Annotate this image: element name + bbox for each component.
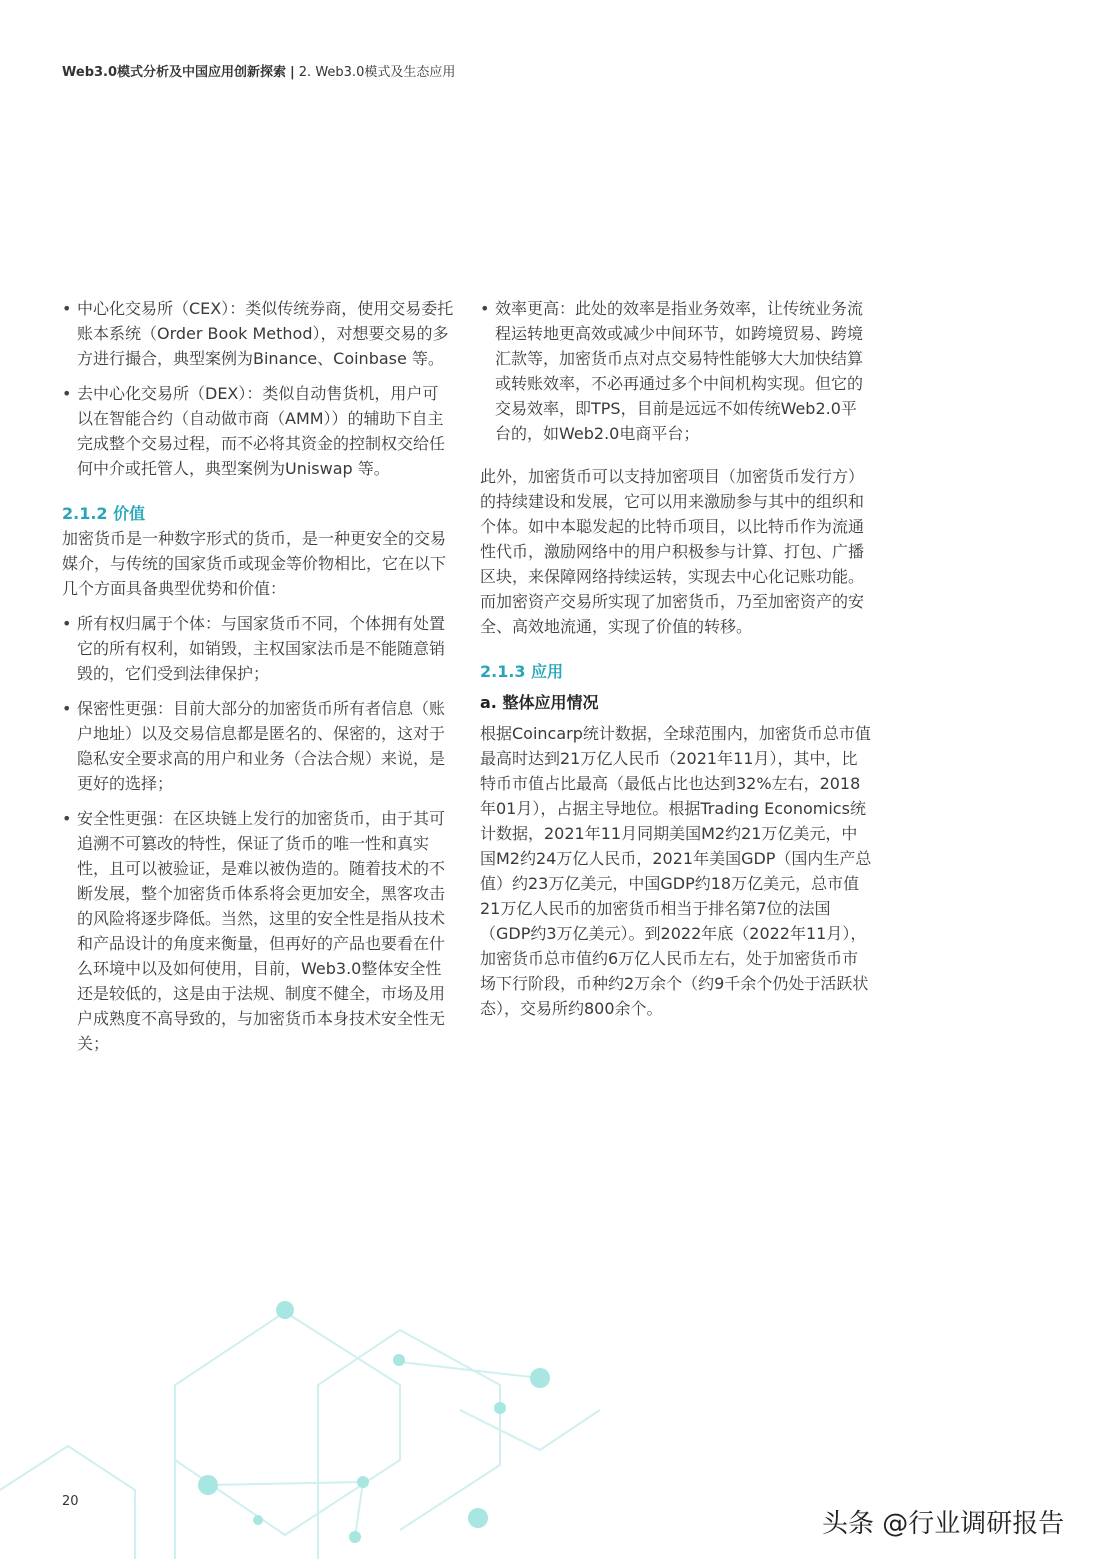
- para-market-data: 根据Coincarp统计数据，全球范围内，加密货币总市值最高时达到21万亿人民币（2021年11月），其中，比特币市值占比最高（最低占比也达到32%左右，2018年01月），占据主导地位。根据Trading Economics统计数据，2021年11月同期美国M2约21万亿美元，中国M2约24万亿人民币，2021年美国GDP（国内生产总值）约23万亿美元，中国GDP约18万亿美元，总市值21万亿人民币的加密货币相当于排名第7位的法国（GDP约3万亿美元）。到2022年底（2022年11月），加密货币总市值约6万亿人民币左右，处于加密货币市场下行阶段，币种约2万余个（约9千余个仍处于活跃状态），交易所约800余个。: [480, 724, 872, 1018]
- bullet-ownership: • 所有权归属于个体：与国家货币不同，个体拥有处置它的所有权利，如销毁，主权国家法币是不能随意销毁的，它们受到法律保护；: [62, 611, 454, 686]
- doc-title: Web3.0模式分析及中国应用创新探索: [62, 65, 287, 80]
- header-separator: |: [290, 65, 295, 80]
- section-title-application: 2.1.3 应用: [480, 662, 564, 681]
- bullet-cex: • 中心化交易所（CEX）：类似传统券商，使用交易委托账本系统（Order Book Method），对想要交易的多方进行撮合，典型案例为Binance、Coinbase 等。: [62, 296, 454, 371]
- bullet-security: • 安全性更强：在区块链上发行的加密货币，由于其可追溯不可篡改的特性，保证了货币的唯一性和真实性，且可以被验证，是难以被伪造的。随着技术的不断发展，整个加密货币体系将会更加安全，黑客攻击的风险将逐步降低。当然，这里的安全性是指从技术和产品设计的角度来衡量，但再好的产品也要看在什么环境中以及如何使用，目前，Web3.0整体安全性还是较低的，这是由于法规、制度不健全，市场及用户成熟度不高导致的，与加密货币本身技术安全性无关；: [62, 806, 454, 1056]
- page-number: 20: [62, 1494, 79, 1509]
- bullet-efficiency: • 效率更高：此处的效率是指业务效率，让传统业务流程运转地更高效或减少中间环节，如跨境贸易、跨境汇款等，加密货币点对点交易特性能够大大加快结算或转账效率，不必再通过多个中间机构实现。但它的交易效率，即TPS，目前是远远不如传统Web2.0平台的，如Web2.0电商平台；: [480, 296, 872, 446]
- section-title-value: 2.1.2 价值: [62, 504, 146, 523]
- para-support: 此外，加密货币可以支持加密项目（加密货币发行方）的持续建设和发展，它可以用来激励参与其中的组织和个体。如中本聪发起的比特币项目，以比特币作为流通性代币，激励网络中的用户积极参与计算、打包、广播区块，来保障网络持续运转，实现去中心化记账功能。而加密资产交易所实现了加密货币，乃至加密资产的安全、高效地流通，实现了价值的转移。: [480, 467, 865, 636]
- bullet-privacy: • 保密性更强：目前大部分的加密货币所有者信息（账户地址）以及交易信息都是匿名的、保密的，这对于隐私安全要求高的用户和业务（合法合规）来说，是更好的选择；: [62, 696, 454, 796]
- network-decoration: [0, 1290, 600, 1559]
- subsection-title: a. 整体应用情况: [480, 693, 599, 712]
- value-intro: 加密货币是一种数字形式的货币，是一种更安全的交易媒介，与传统的国家货币或现金等价物相比，它在以下几个方面具备典型优势和价值：: [62, 529, 447, 598]
- chapter-title: 2. Web3.0模式及生态应用: [298, 65, 456, 80]
- left-column: [62, 296, 454, 1066]
- right-column: [480, 296, 872, 1031]
- bullet-dex: • 去中心化交易所（DEX）：类似自动售货机，用户可以在智能合约（自动做市商（AMM））的辅助下自主完成整个交易过程，而不必将其资金的控制权交给任何中介或托管人，典型案例为Uniswap 等。: [62, 381, 454, 481]
- watermark-text: 头条 @行业调研报告: [822, 1509, 1065, 1539]
- running-header: [62, 61, 455, 80]
